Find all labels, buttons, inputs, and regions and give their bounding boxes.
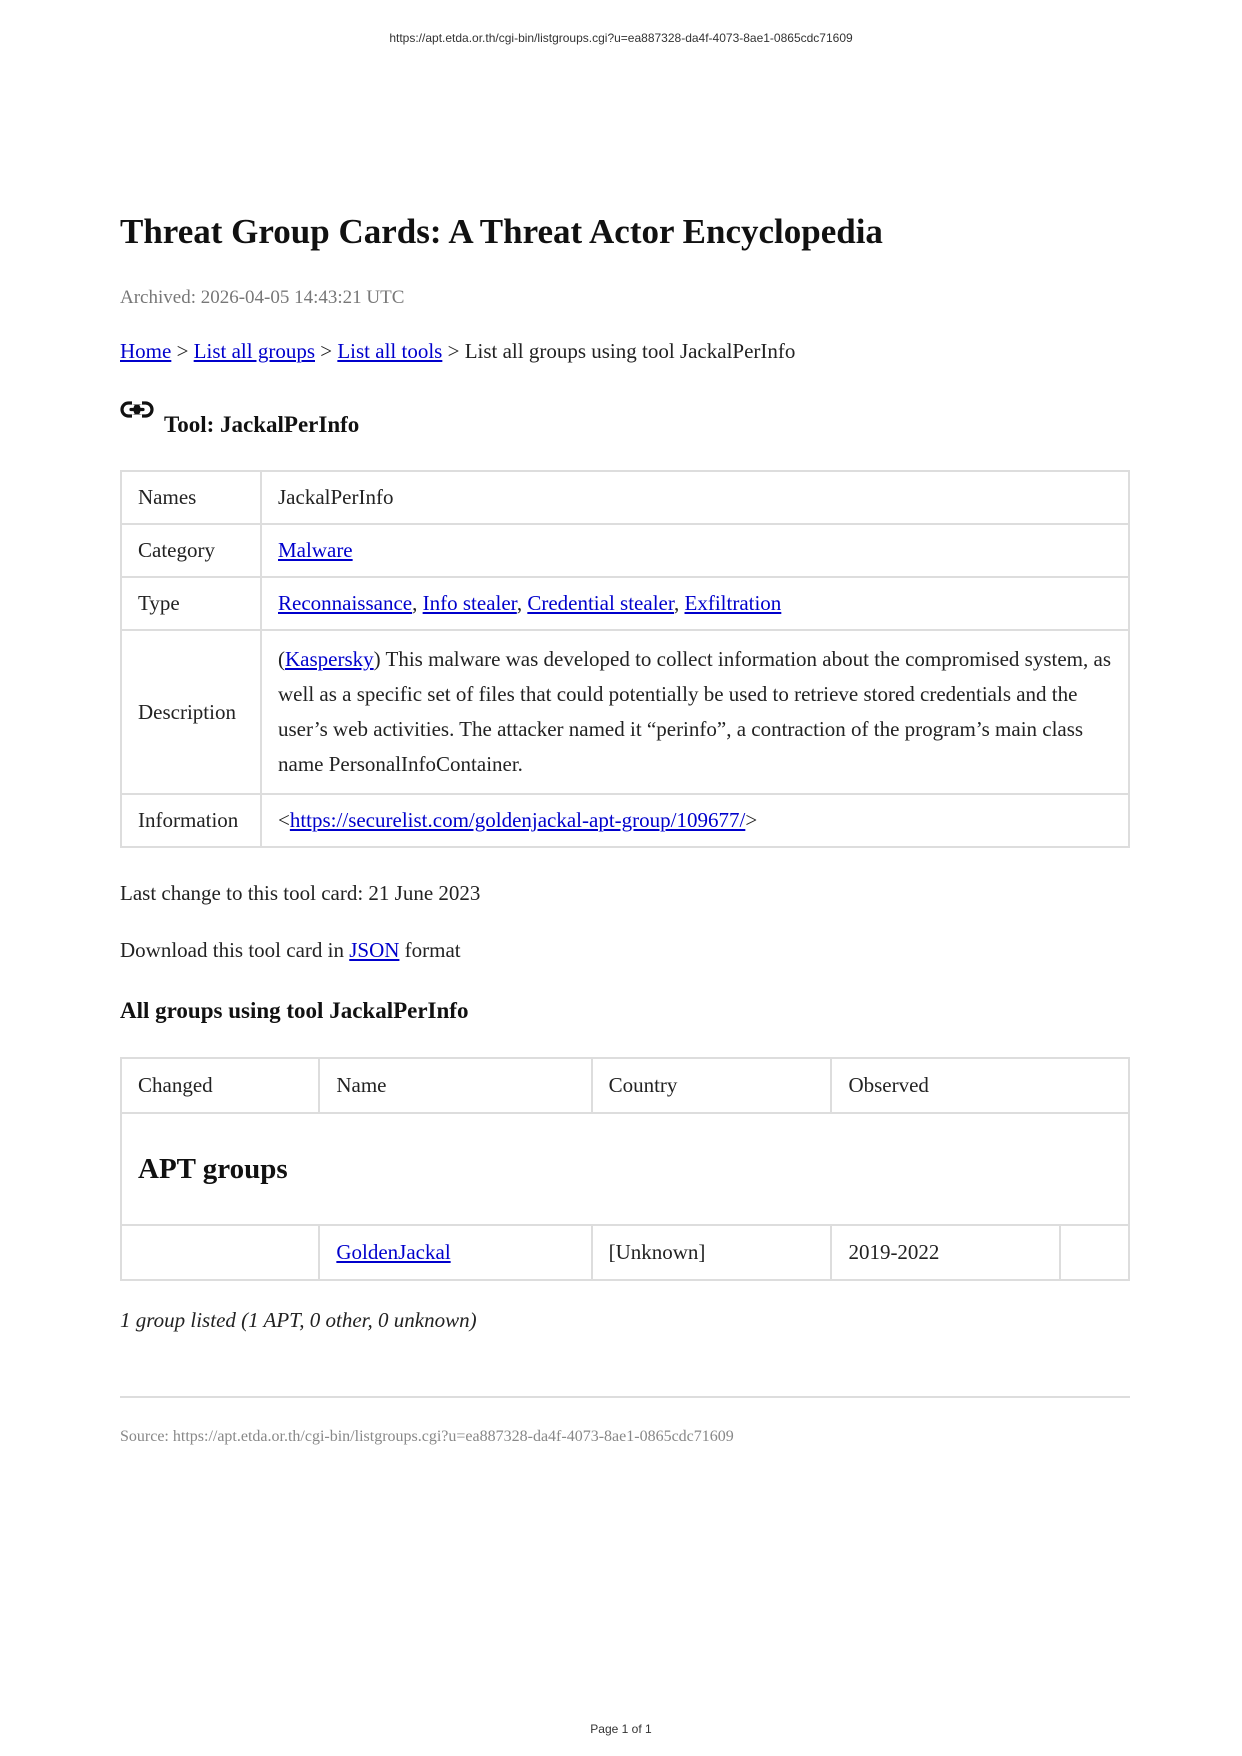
information-close-bracket: > [745,808,758,832]
securelist-link[interactable]: https://securelist.com/goldenjackal-apt-group/109677/ [289,808,746,832]
goldenjackal-link[interactable]: GoldenJackal [336,1240,451,1264]
group-name-cell [319,1225,591,1280]
column-header-name: Name [319,1058,591,1113]
table-row [121,1225,1129,1280]
description-text: ) This malware was developed to collect information about the compromised system, as well as a specific set of files that could potentially be used to retrieve stored credentials and the user’s web activities. The attacker named it “perinfo”, a contraction of the program’s main class name PersonalInfoContainer. [278,647,1111,776]
download-prefix: Download this tool card in [120,938,350,962]
information-value-cell [261,794,1129,847]
json-download-link[interactable]: JSON [349,938,400,962]
groups-table [120,1057,1130,1281]
column-header-changed: Changed [121,1058,319,1113]
print-header-url: https://apt.etda.or.th/cgi-bin/listgroups.cgi?u=ea887328-da4f-4073-8ae1-0865cdc71609 [389,31,853,45]
last-change-text: Last change to this tool card: 21 June 2023 [120,881,481,905]
type-label: Type [121,577,261,630]
column-header-country: Country [592,1058,832,1113]
breadcrumb-current: List all groups using tool JackalPerInfo [464,339,796,363]
table-row [121,471,1129,524]
type-separator: , [412,591,423,615]
groups-header-row [121,1058,1129,1113]
page-number: Page 1 of 1 [590,1722,652,1736]
type-exfiltration-link[interactable]: Exfiltration [684,591,782,615]
type-reconnaissance-link[interactable]: Reconnaissance [278,591,413,615]
type-separator: , [674,591,685,615]
breadcrumb-separator: > [315,339,338,363]
type-value-cell [261,577,1129,630]
footer-divider [120,1396,1130,1398]
names-label: Names [121,471,261,524]
column-header-observed: Observed [831,1058,1129,1113]
breadcrumb-home-link[interactable]: Home [120,339,172,363]
archived-timestamp: Archived: 2026-04-05 14:43:21 UTC [120,287,405,308]
breadcrumb-all-tools-link[interactable]: List all tools [337,339,443,363]
section-row [121,1113,1129,1225]
table-row [121,630,1129,794]
groups-heading: All groups using tool JackalPerInfo [120,998,469,1023]
names-value: JackalPerInfo [261,471,1129,524]
information-open-bracket: < [278,808,290,832]
tool-info-table [120,470,1130,848]
table-row [121,524,1129,577]
download-suffix: format [399,938,461,962]
breadcrumb-all-groups-link[interactable]: List all groups [193,339,315,363]
category-label: Category [121,524,261,577]
category-value-cell [261,524,1129,577]
kaspersky-source-link[interactable]: Kaspersky [285,647,374,671]
breadcrumb [120,339,795,364]
description-value-cell [261,630,1129,794]
apt-groups-section-title: APT groups [121,1113,1129,1225]
download-line [120,938,461,963]
type-credential-stealer-link[interactable]: Credential stealer [527,591,674,615]
groups-summary: 1 group listed (1 APT, 0 other, 0 unknown) [120,1308,477,1332]
information-label: Information [121,794,261,847]
site-title: Threat Group Cards: A Threat Actor Encyclopedia [120,212,883,251]
table-row [121,577,1129,630]
table-row [121,794,1129,847]
tool-title: Tool: JackalPerInfo [164,412,360,437]
description-label: Description [121,630,261,794]
category-malware-link[interactable]: Malware [278,538,353,562]
group-country-cell: [Unknown] [592,1225,832,1280]
group-changed-cell [121,1225,319,1280]
group-observed-cell: 2019-2022 [831,1225,1060,1280]
type-info-stealer-link[interactable]: Info stealer [422,591,517,615]
description-open-paren: ( [278,647,285,671]
link-icon [120,398,156,424]
group-extra-cell [1060,1225,1129,1280]
tool-heading [120,400,359,438]
source-url: Source: https://apt.etda.or.th/cgi-bin/listgroups.cgi?u=ea887328-da4f-4073-8ae1-0865cdc71609 [120,1428,734,1445]
breadcrumb-separator: > [171,339,194,363]
breadcrumb-separator: > [442,339,465,363]
type-separator: , [516,591,528,615]
